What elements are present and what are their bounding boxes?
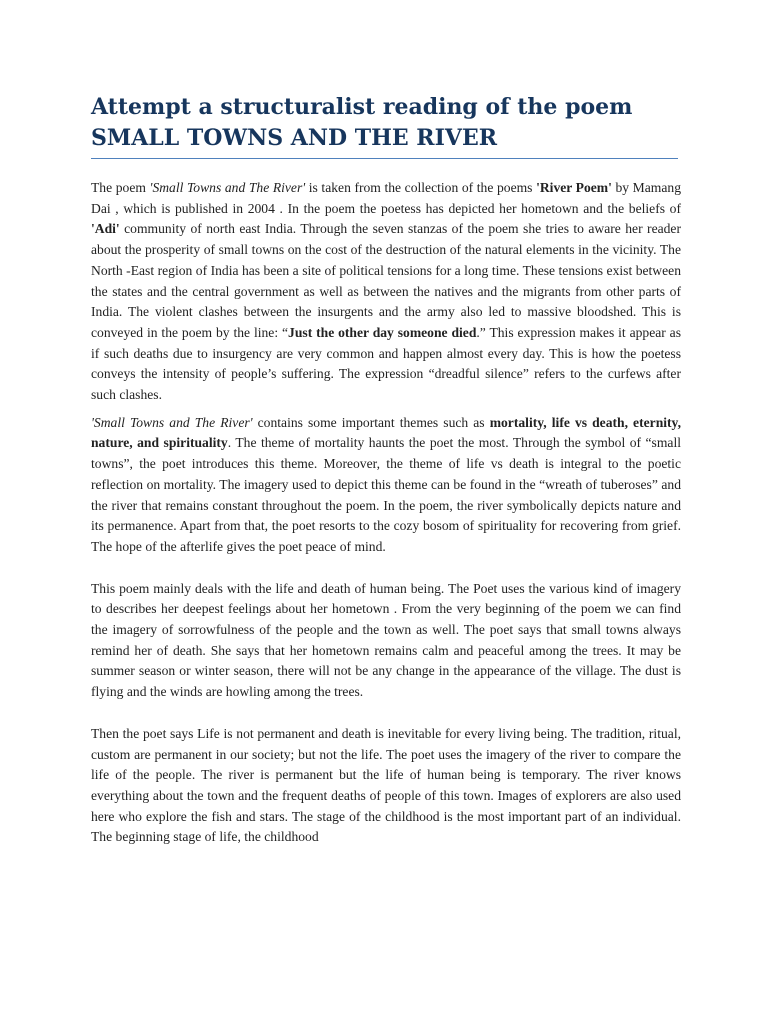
paragraph-1 [91,178,681,406]
document-title [91,92,681,154]
document-body [91,178,681,848]
p1-bold-collection: 'River Poem' [536,180,612,195]
p1-text-5: .” This expression makes it appear as if such deaths due to insurgency are very common and happen almost every day. This is how the poetess conveys the intensity of people’s suffering. The expression “dreadful silence” refers to the curfews after such clashes. [91,324,682,403]
p2-text-2: . The theme of mortality haunts the poet the most. Through the symbol of “small towns”, the poet introduces this theme. Moreover, the theme of life vs death is integral to the poetic reflection on mortality. The imagery used to depict this theme can be found in the “wreath of tuberoses” and the river that remains constant throughout the poem. In the poem, the river symbolically depicts nature and its permanence. Apart from that, the poet resorts to the cozy bosom of spirituality for recovering from grief. The hope of the afterlife gives the poet peace of mind. [91,435,681,554]
title-line-2: SMALL TOWNS AND THE RIVER [91,125,498,151]
p1-bold-quote: Just the other day someone died [288,324,477,340]
p1-text-4: community of north east India. Through the seven stanzas of the poem she tries to aware her reader about the prosperity of small towns on the cost of the destruction of the natural elements in the vicinity. The North -East region of India has been a site of political tensions for a long time. These tensions exist between the states and the central government as well as between the natives and the migrants from other parts of India. The violent clashes between the insurgents and the army also led to massive bloodshed. This is conveyed in the poem by the line: “ [91,221,681,340]
paragraph-3: This poem mainly deals with the life and death of human being. The Poet uses the various kind of imagery to describes her deepest feelings about her hometown . From the very beginning of the poem we can find the imagery of sorrowfulness of the people and the town as well. The poet says that small towns always remind her of death. She says that her hometown remains calm and peaceful among the trees. It may be summer season or winter season, there will not be any change in the appearance of the village. The dust is flying and the winds are howling among the trees. [91,580,681,700]
title-divider [91,158,678,159]
paragraph-4: Then the poet says Life is not permanent and death is inevitable for every living being. The tradition, ritual, custom are permanent in our society; but not the life. The poet uses the imagery of the river to compare the life of the people. The river is permanent but the life of human being is temporary. The river knows everything about the town and the frequent deaths of people of this town. Images of explorers are also used here who explore the fish and stars. The stage of the childhood is the most important part of an individual. The beginning stage of life, the childhood [91,725,681,845]
p2-italic-title: 'Small Towns and The River' [91,414,253,430]
p2-text-1: contains some important themes such as [252,414,490,430]
p1-text-3: by Mamang Dai , which is published in 2004 . In the poem the poetess has depicted her hometown and the beliefs of [91,180,682,216]
paragraph-2 [91,413,681,558]
p2-bold-themes: mortality, life vs death, eternity, nature, and spirituality [91,414,681,451]
p1-bold-adi: 'Adi' [91,221,120,237]
p1-text-1: The poem [91,180,150,195]
p1-text-2: is taken from the collection of the poems [305,180,537,195]
title-line-1: Attempt a structuralist reading of the poem [91,94,633,120]
p1-italic-title: 'Small Towns and The River' [149,180,306,195]
